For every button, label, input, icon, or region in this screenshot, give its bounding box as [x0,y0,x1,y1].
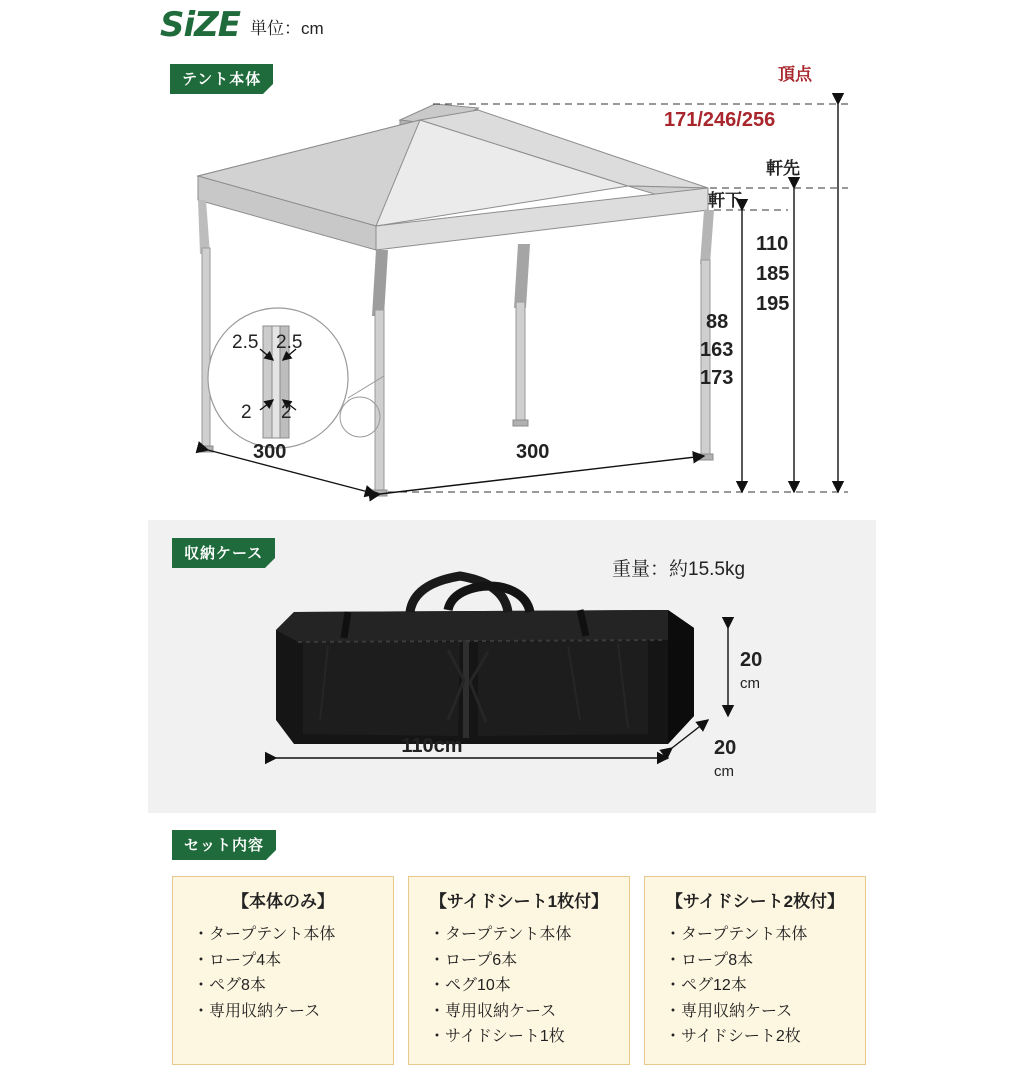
list-item: ・ロープ8本 [665,951,754,969]
tent-drawing [148,58,876,513]
set-card-one-side-sheet [408,876,630,1065]
eaves-under-height-1: 163 [700,339,734,361]
list-item: ・専用収納ケース [193,1002,321,1020]
size-header [160,5,324,45]
size-logo: SiZE [160,5,241,45]
list-item: ・ペグ10本 [429,977,511,995]
case-depth-unit: cm [714,763,734,780]
set-card-body-only [172,876,394,1065]
list-item: ・ロープ6本 [429,951,518,969]
list-item: ・ペグ12本 [665,977,747,995]
eaves-tip-height-2: 195 [756,293,790,315]
case-weight-label: 重量：約15.5kg [612,559,746,580]
apex-label: 頂点 [778,65,812,84]
eaves-under-height-2: 173 [700,367,734,389]
list-item: ・タープテント本体 [193,926,336,943]
list-item: ・タープテント本体 [665,926,808,943]
list-item: ・専用収納ケース [665,1002,793,1020]
case-height-value: 20 [740,649,763,671]
list-item: ・タープテント本体 [429,926,572,943]
case-depth-value: 20 [714,737,737,759]
set-card-two-side-sheets [644,876,866,1065]
set-card-title: 【本体のみ】 [232,892,334,911]
list-item: ・専用収納ケース [429,1002,557,1020]
pole-dim-bottom-left: 2 [241,402,252,423]
pole-dim-top-left: 2.5 [232,332,259,353]
list-item: ・ロープ4本 [193,951,282,969]
set-card-title: 【サイドシート2枚付】 [665,892,845,911]
case-section-tag: 収納ケース [172,538,275,568]
carry-case-drawing [148,520,876,813]
set-card-items [645,922,865,1050]
set-card-items [173,922,393,1024]
carry-case-panel [148,520,876,813]
list-item: ・サイドシート1枚 [429,1028,565,1046]
apex-height-value: 171/246/256 [664,109,776,131]
set-card-title: 【サイドシート1枚付】 [429,892,609,911]
eaves-tip-label: 軒先 [766,159,800,178]
set-card-items [409,922,629,1050]
eaves-under-height-0: 88 [706,311,729,333]
set-cards-row [172,876,866,1065]
case-length-value: 110cm [401,735,463,757]
set-section-tag: セット内容 [172,830,276,860]
pole-dim-bottom-right: 2 [281,402,292,423]
eaves-under-label: 軒下 [708,191,742,210]
list-item: ・サイドシート2枚 [665,1028,801,1046]
floor-width-left: 300 [253,441,287,463]
tent-section-tag: テント本体 [170,64,273,94]
eaves-tip-height-0: 110 [756,233,789,255]
case-height-unit: cm [740,675,760,692]
tent-diagram-panel [148,58,876,513]
eaves-tip-height-1: 185 [756,263,790,285]
unit-note: 単位：cm [250,19,324,38]
floor-width-right: 300 [516,441,550,463]
pole-dim-top-right: 2.5 [276,332,303,353]
list-item: ・ペグ8本 [193,977,266,995]
